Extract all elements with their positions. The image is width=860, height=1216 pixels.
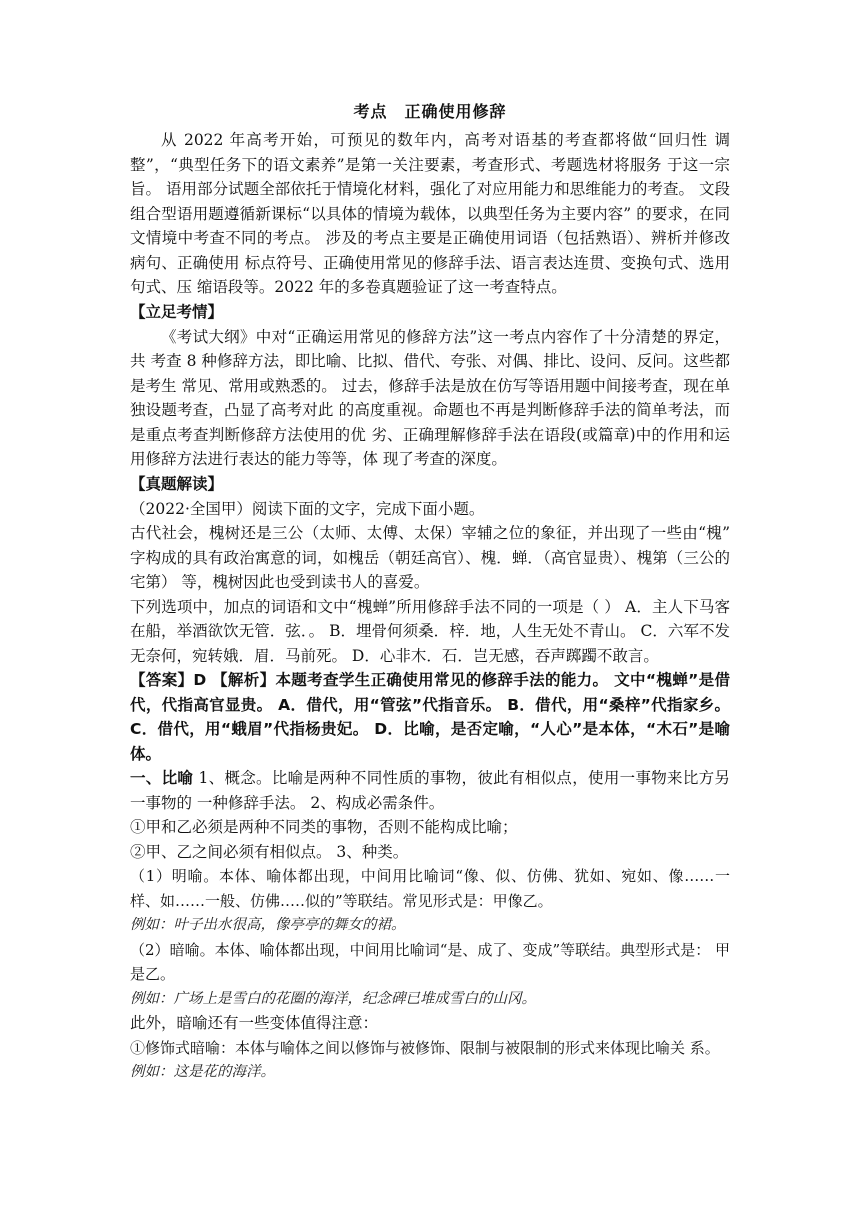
simile-description: （1）明喻。本体、喻体都出现，中间用比喻词“像、似、仿佛、犹如、宛如、像……一样、如……一般、仿佛…‥似的”等联结。常见形式是：甲像乙。: [130, 867, 730, 910]
question-passage: 古代社会，槐树还是三公（太师、太傅、太保）宰辅之位的象征，并出现了一些由“槐” 字构成的具有政治寓意的词，如槐岳（朝廷高官）、槐．蝉．（高官显贵）、槐第（三公的宅第） 等，槐树因此也受到读书人的喜爱。: [130, 524, 730, 591]
simile-example: 例如：叶子出水很高，像亭亭的舞女的裙。: [130, 917, 406, 933]
metaphor-intro: [130, 766, 730, 815]
exam-situation-paragraph: 《考试大纲》中对“正确运用常见的修辞方法”这一考点内容作了十分清楚的界定，共 考查 8 种修辞方法，即比喻、比拟、借代、夸张、对偶、排比、设问、反问。这些都是考生 常见、常用或熟悉的。 过去，修辞手法是放在仿写等语用题中间接考查，现在单独设题考查，凸显了高考对此 的高度重视。命题也不再是判断修辞手法的简单考法，而是重点考查判断修辞方法使用的优 劣、正确理解修辞手法在语段(或篇章)中的作用和运用修辞方法进行表达的能力等等，体 现了考查的深度。: [130, 327, 730, 468]
section-heading-exam-situation: 【立足考情】: [130, 302, 224, 321]
metaphor-description: （2）暗喻。本体、喻体都出现，中间用比喻词“是、成了、变成”等联结。典型形式是： 甲是乙。: [130, 940, 730, 983]
answer-analysis: 【答案】D 【解析】本题考查学生正确使用常见的修辞手法的能力。 文中“槐蝉”是借代，代指高官显贵。 A．借代，用“管弦”代指音乐。 B．借代，用“桑梓”代指家乡。 C．借代，用“蛾眉”代指杨贵妃。 D．比喻，是否定喻，“人心”是本体，“木石”是喻体。: [130, 671, 730, 763]
metaphor-example: 例如：广场上是雪白的花圈的海洋，纪念碑已堆成雪白的山冈。: [130, 990, 536, 1007]
variant-note: 此外，暗喻还有一些变体值得注意：: [130, 1014, 379, 1032]
intro-paragraph: 从 2022 年高考开始，可预见的数年内，高考对语基的考查都将做“回归性 调整”，“典型任务下的语文素养”是第一关注要素，考查形式、考题选材将服务 于这一宗旨。 语用部分试题全部依托于情境化材料，强化了对应用能力和思维能力的考查。 文段组合型语用题遵循新课标“以具体的情境为载体，以典型任务为主要内容” 的要求，在同文情境中考查不同的考点。 涉及的考点主要是正确使用词语（包括熟语）、辨析并修改病句、正确使用 标点符号、正确使用常见的修辞手法、语言表达连贯、变换句式、选用句式、压 缩语段等。2022 年的多卷真题验证了这一考查特点。: [130, 131, 730, 296]
question-stem: 下列选项中，加点的词语和文中“槐蝉”所用修辞手法不同的一项是（ ） A．主人下马客在船，举酒欲饮无管．弦．。 B．埋骨何须桑．梓．地，人生无处不青山。 C．六军不发无奈何，宛转娥．眉．马前死。 D．心非木．石．岂无感，吞声踯躅不敢言。: [130, 597, 730, 665]
section-heading-real-question: 【真题解读】: [130, 474, 224, 493]
modifier-metaphor-example: 例如：这是花的海洋。: [130, 1064, 275, 1080]
metaphor-heading: 一、比喻: [130, 769, 194, 787]
document-page: [130, 98, 730, 1085]
modifier-metaphor-description: ①修饰式暗喻：本体与喻体之间以修饰与被修饰、限制与被限制的形式来体现比喻关 系。: [130, 1038, 720, 1057]
question-source: （2022·全国甲）阅读下面的文字，完成下面小题。: [130, 499, 485, 518]
metaphor-concept: 1、概念。比喻是两种不同性质的事物，彼此有相似点，使用一事物来比方另一事物的 一种修辞手法。 2、构成必需条件。: [130, 769, 730, 812]
condition-1: ①甲和乙必须是两种不同类的事物，否则不能构成比喻；: [130, 818, 518, 836]
condition-2: ②甲、乙之间必须有相似点。 3、种类。: [130, 842, 409, 861]
page-title: 考点 正确使用修辞: [353, 102, 507, 121]
